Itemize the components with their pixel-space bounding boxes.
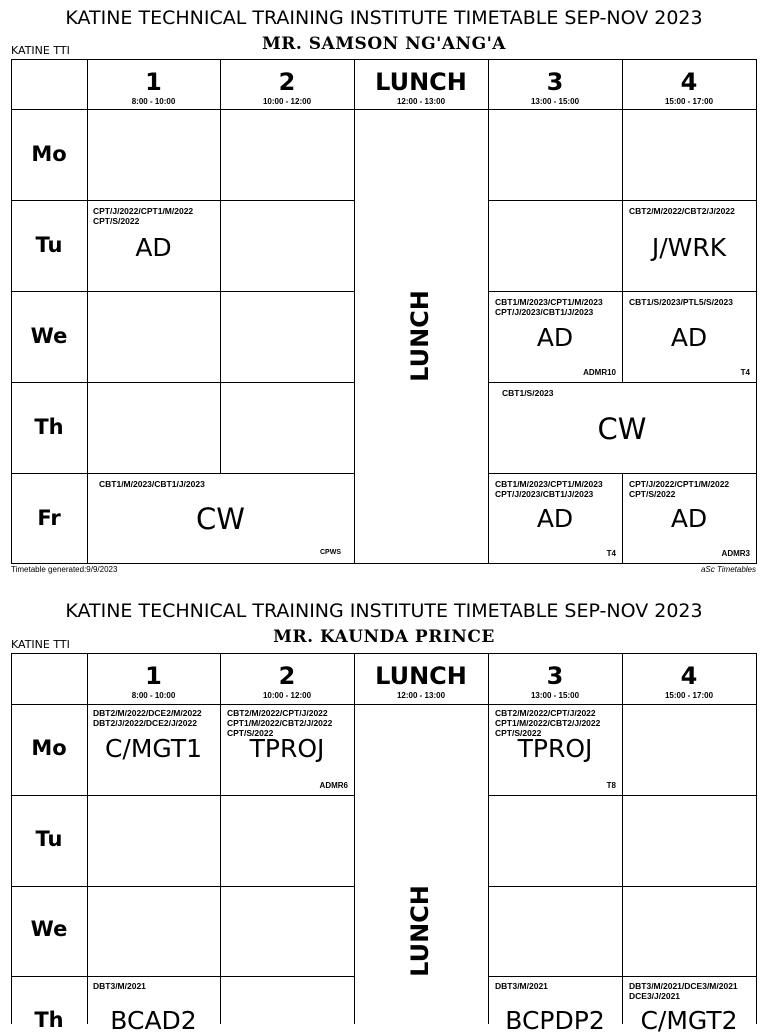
grid-line (87, 59, 88, 563)
lunch-header: LUNCH (375, 662, 467, 690)
period-4-time: 15:00 - 17:00 (664, 97, 714, 106)
grid-line (622, 653, 623, 1024)
lesson-room: ADMR3 (721, 549, 750, 558)
grid-line (11, 109, 757, 110)
day-label: We (30, 917, 68, 941)
lesson-classes: CPT/J/2022/CPT1/M/2022 CPT/S/2022 (629, 479, 730, 499)
grid-line (488, 795, 757, 796)
lesson-classes: DBT2/M/2022/DCE2/M/2022 DBT2/J/2022/DCE2/J/2022 (93, 708, 202, 728)
period-1-time: 8:00 - 10:00 (131, 97, 176, 106)
lesson-subject: AD (536, 323, 574, 352)
period-3-time: 13:00 - 15:00 (530, 691, 580, 700)
grid-line (354, 653, 355, 1024)
lesson-subject: AD (670, 504, 708, 533)
grid-line (756, 653, 757, 1024)
lesson-classes: DBT3/M/2021/DCE3/M/2021 DCE3/J/2021 (629, 981, 738, 1001)
grid-line (11, 59, 12, 563)
grid-line (87, 653, 88, 1024)
day-label: Tu (35, 827, 63, 851)
school-short-name: KATINE TTI (11, 44, 70, 57)
generated-date: Timetable generated:9/9/2023 (11, 565, 118, 574)
lesson-subject: BCAD2 (110, 1006, 197, 1035)
grid-line (220, 59, 221, 473)
period-3-time: 13:00 - 15:00 (530, 97, 580, 106)
lesson-subject: BCPDP2 (505, 1006, 605, 1035)
period-1-number: 1 (145, 662, 162, 690)
grid-line (11, 795, 354, 796)
timetable-sheet-2 (0, 594, 768, 1035)
grid-line (488, 382, 757, 383)
grid-line (488, 653, 489, 1024)
teacher-name: MR. SAMSON NG'ANG'A (261, 34, 506, 54)
grid-line (11, 59, 757, 60)
period-2-time: 10:00 - 12:00 (262, 691, 312, 700)
day-label: Tu (35, 233, 63, 257)
grid-line (354, 59, 355, 563)
lesson-classes: CBT1/M/2023/CPT1/M/2023 CPT/J/2023/CBT1/J/2023 (495, 479, 603, 499)
lesson-room: ADMR6 (319, 781, 348, 790)
grid-line (488, 473, 757, 474)
grid-line (11, 886, 354, 887)
lesson-subject: CW (196, 502, 245, 536)
lesson-classes: DBT3/M/2021 (495, 981, 548, 991)
grid-line (488, 200, 757, 201)
day-label: Mo (31, 142, 67, 166)
grid-line (488, 59, 489, 563)
software-credit: aSc Timetables (700, 565, 756, 574)
institute-title: KATINE TECHNICAL TRAINING INSTITUTE TIMETABLE SEP-NOV 2023 (65, 600, 703, 622)
lesson-subject: C/MGT1 (104, 734, 203, 763)
period-4-time: 15:00 - 17:00 (664, 691, 714, 700)
lesson-subject: C/MGT2 (640, 1006, 738, 1035)
lesson-classes: DBT3/M/2021 (93, 981, 146, 991)
institute-title: KATINE TECHNICAL TRAINING INSTITUTE TIMETABLE SEP-NOV 2023 (65, 7, 703, 29)
school-short-name: KATINE TTI (11, 638, 70, 651)
grid-line (488, 886, 757, 887)
lesson-subject: AD (135, 233, 172, 262)
grid-line (488, 291, 757, 292)
lesson-subject: AD (536, 504, 574, 533)
lesson-subject: TPROJ (517, 734, 593, 763)
lesson-room: CPWS (320, 549, 341, 556)
period-4-number: 4 (680, 68, 698, 96)
lunch-vertical-label: LUNCH (406, 290, 434, 382)
lunch-vertical-label: LUNCH (406, 885, 434, 977)
grid-line (11, 291, 354, 292)
period-3-number: 3 (546, 662, 564, 690)
lesson-room: T4 (740, 368, 750, 377)
lesson-classes: CBT1/S/2023 (502, 388, 554, 398)
lesson-classes: CBT2/M/2022/CPT/J/2022 CPT1/M/2022/CBT2/J/2022 CPT/S/2022 (495, 708, 601, 738)
teacher-name: MR. KAUNDA PRINCE (273, 627, 495, 647)
grid-line (488, 976, 757, 977)
day-label: Fr (37, 506, 61, 530)
grid-line (11, 200, 354, 201)
lunch-header: LUNCH (375, 68, 467, 96)
lesson-room: T4 (606, 549, 616, 558)
day-label: We (30, 324, 68, 348)
grid-line (11, 976, 354, 977)
lesson-subject: AD (670, 323, 708, 352)
grid-line (11, 704, 757, 705)
lesson-room: T8 (606, 781, 616, 790)
grid-line (11, 473, 354, 474)
lesson-classes: CBT1/M/2023/CPT1/M/2023 CPT/J/2023/CBT1/J/2023 (495, 297, 603, 317)
lesson-classes: CBT1/S/2023/PTL5/S/2023 (629, 297, 733, 307)
lesson-classes: CBT1/M/2023/CBT1/J/2023 (99, 479, 205, 489)
period-2-number: 2 (278, 68, 296, 96)
lunch-time: 12:00 - 13:00 (396, 97, 446, 106)
period-1-time: 8:00 - 10:00 (131, 691, 176, 700)
day-label: Th (34, 1008, 64, 1032)
period-2-time: 10:00 - 12:00 (262, 97, 312, 106)
lesson-subject: J/WRK (651, 233, 727, 262)
lesson-subject: TPROJ (249, 734, 325, 763)
day-label: Th (34, 415, 64, 439)
grid-line (11, 382, 354, 383)
grid-line (11, 653, 757, 654)
period-4-number: 4 (680, 662, 698, 690)
grid-line (220, 653, 221, 1024)
period-1-number: 1 (145, 68, 162, 96)
lesson-subject: CW (597, 412, 647, 446)
lesson-classes: CBT2/M/2022/CPT/J/2022 CPT1/M/2022/CBT2/J/2022 CPT/S/2022 (227, 708, 333, 738)
lesson-classes: CBT2/M/2022/CBT2/J/2022 (629, 206, 735, 216)
period-3-number: 3 (546, 68, 564, 96)
lunch-time: 12:00 - 13:00 (396, 691, 446, 700)
period-2-number: 2 (278, 662, 296, 690)
grid-line (11, 563, 757, 564)
lesson-room: ADMR10 (583, 368, 616, 377)
lesson-classes: CPT/J/2022/CPT1/M/2022 CPT/S/2022 (93, 206, 194, 226)
day-label: Mo (31, 736, 67, 760)
grid-line (756, 59, 757, 563)
